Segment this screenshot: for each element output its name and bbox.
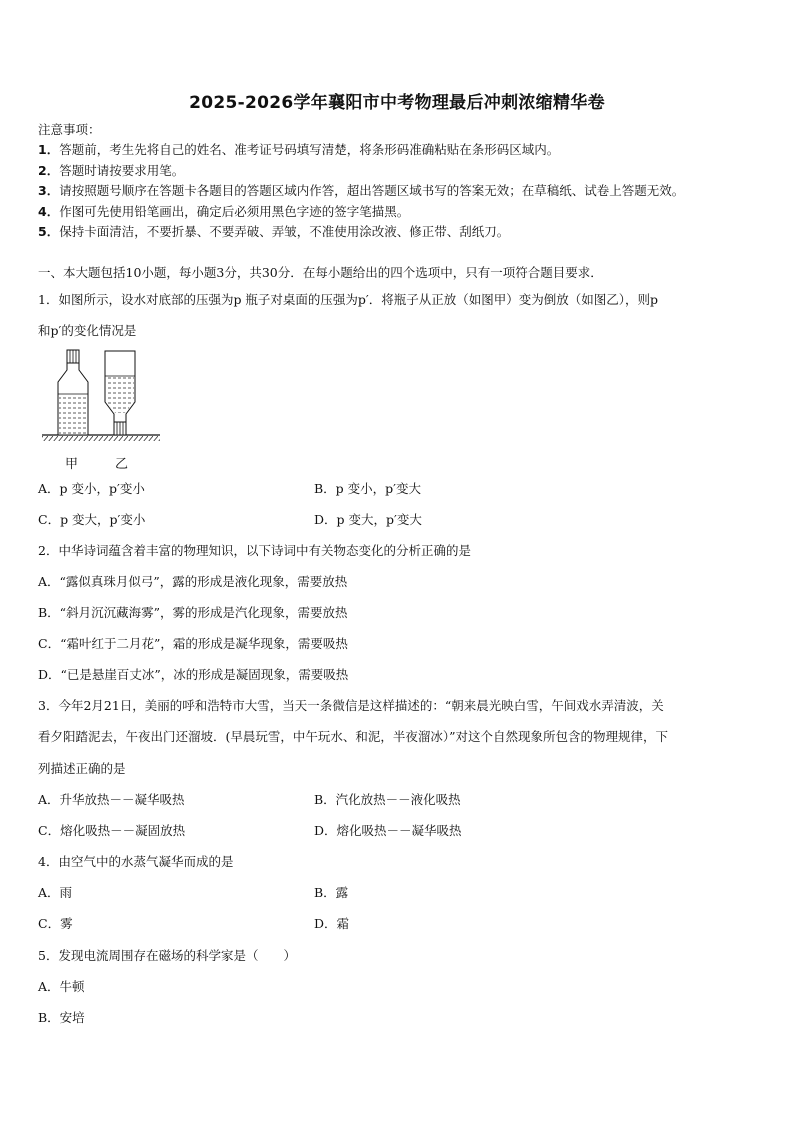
notice-item: 1．答题前，考生先将自己的姓名、准考证号码填写清楚，将条形码准确粘贴在条形码区域内。	[38, 142, 560, 157]
section-instructions: 一、本大题包括10小题，每小题3分，共30分．在每小题给出的四个选项中，只有一项符合题目要求．	[38, 265, 603, 280]
notice-item: 4．作图可先使用铅笔画出，确定后必须用黑色字迹的签字笔描黑。	[38, 203, 410, 219]
question-4-stem: 4．由空气中的水蒸气凝华而成的是	[38, 854, 234, 869]
q4-option-b: B．露	[314, 885, 349, 900]
question-3-line-3: 列描述正确的是	[38, 761, 126, 776]
question-3-line-1: 3．今年2月21日，美丽的呼和浩特市大雪，当天一条微信是这样描述的：“朝来晨光映白雪，午间戏水弄清波，关	[38, 698, 664, 713]
question-2-stem: 2．中华诗词蕴含着丰富的物理知识，以下诗词中有关物态变化的分析正确的是	[38, 543, 471, 558]
q1-option-a: A．p 变小，p′变小	[38, 481, 145, 496]
q4-option-d: D．霜	[314, 916, 350, 931]
q2-option-a: A．“露似真珠月似弓”，露的形成是液化现象，需要放热	[38, 574, 348, 589]
notice-block	[38, 120, 768, 243]
q1-option-c: C．p 变大，p′变小	[38, 512, 146, 527]
q2-option-d: D．“已是悬崖百丈冰”，冰的形成是凝固现象，需要吸热	[38, 667, 349, 682]
bottle-figure	[38, 346, 168, 476]
q4-option-a: A．雨	[38, 885, 73, 900]
notice-item: 5．保持卡面清洁，不要折暴、不要弄破、弄皱，不准使用涂改液、修正带、刮纸刀。	[38, 224, 510, 239]
q3-option-d: D．熔化吸热－－凝华吸热	[314, 823, 462, 838]
inverted-bottle	[105, 351, 135, 435]
q4-option-c: C．雾	[38, 916, 73, 931]
q1-option-b: B．p 变小，p′变大	[314, 481, 422, 496]
q2-option-b: B．“斜月沉沉藏海雾”，雾的形成是汽化现象，需要放热	[38, 605, 348, 620]
notice-item: 3．请按照题号顺序在答题卡各题目的答题区域内作答，超出答题区域书写的答案无效；在草稿纸、试卷上答题无效。	[38, 183, 685, 198]
question-1-line-2: 和p′的变化情况是	[38, 323, 137, 338]
q3-option-b: B．汽化放热－－液化吸热	[314, 792, 461, 807]
q3-option-c: C．熔化吸热－－凝固放热	[38, 823, 186, 838]
exam-title: 2025-2026学年襄阳市中考物理最后冲刺浓缩精华卷	[189, 93, 605, 113]
notice-heading: 注意事项：	[38, 122, 101, 137]
q3-option-a: A．升华放热－－凝华吸热	[38, 792, 185, 807]
q5-option-b: B．安培	[38, 1010, 85, 1025]
figure-label-jia: 甲	[65, 457, 79, 472]
question-5-stem: 5．发现电流周围存在磁场的科学家是（ ）	[38, 948, 296, 963]
q1-option-d: D．p 变大，p′变大	[314, 512, 422, 527]
upright-bottle	[58, 350, 88, 435]
figure-label-yi: 乙	[115, 457, 129, 472]
notice-item: 2．答题时请按要求用笔。	[38, 162, 185, 178]
question-1-line-1: 1．如图所示，设水对底部的压强为p 瓶子对桌面的压强为p′．将瓶子从正放（如图甲）变为倒放（如图乙），则p	[38, 292, 659, 307]
q2-option-c: C．“霜叶红于二月花”，霜的形成是凝华现象，需要吸热	[38, 636, 348, 651]
question-3-line-2: 看夕阳踏泥去，午夜出门还溜坡．(早晨玩雪，中午玩水、和泥，半夜溜冰）”对这个自然现象所包含的物理规律，下	[38, 729, 669, 744]
q5-option-a: A．牛顿	[38, 979, 85, 994]
